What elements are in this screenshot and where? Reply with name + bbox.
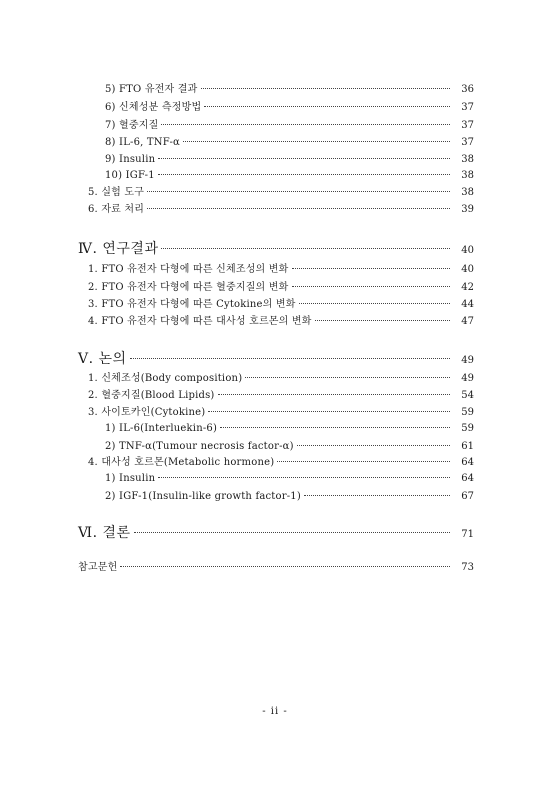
toc-entry-page: 38 <box>461 170 474 181</box>
toc-entry-igf1[interactable] <box>105 169 474 183</box>
toc-entry-discussion-metabolic-hormone[interactable] <box>88 456 474 470</box>
toc-entry-body-composition-method[interactable] <box>105 101 474 115</box>
dot-leader <box>161 248 450 249</box>
toc-entry-label: 4. FTO 유전자 다형에 따른 대사성 호르몬의 변화 <box>88 316 312 327</box>
toc-entry-results-body-composition[interactable] <box>88 263 474 277</box>
toc-chapter-results[interactable] <box>78 240 474 260</box>
dot-leader <box>220 427 450 428</box>
toc-entry-page: 54 <box>461 390 474 401</box>
toc-entry-page: 73 <box>461 562 474 573</box>
toc-entry-page: 42 <box>461 282 474 293</box>
toc-entry-data-processing[interactable] <box>88 203 474 217</box>
toc-entry-label: 6) 신체성분 측정방법 <box>105 102 202 113</box>
toc-entry-results-cytokine[interactable] <box>88 298 474 312</box>
toc-entry-discussion-insulin[interactable] <box>105 472 474 486</box>
dot-leader <box>120 566 450 567</box>
dot-leader <box>204 106 450 107</box>
toc-entry-page: 44 <box>461 299 474 310</box>
toc-entry-page: 40 <box>461 264 474 275</box>
dot-leader <box>147 191 450 192</box>
toc-entry-discussion-blood-lipids[interactable] <box>88 389 474 403</box>
toc-entry-label: 2. FTO 유전자 다형에 따른 혈중지질의 변화 <box>88 282 289 293</box>
toc-entry-label: Ⅴ. 논의 <box>78 351 127 367</box>
toc-entry-page: 67 <box>461 491 474 502</box>
dot-leader <box>183 141 450 142</box>
dot-leader <box>315 320 450 321</box>
toc-entry-page: 49 <box>461 355 474 366</box>
toc-entry-page: 36 <box>461 84 474 95</box>
dot-leader <box>292 268 450 269</box>
toc-entry-label: 8) IL-6, TNF-α <box>105 137 180 148</box>
dot-leader <box>304 495 450 496</box>
toc-entry-label: 5) FTO 유전자 결과 <box>105 84 198 95</box>
toc-entry-experiment-tools[interactable] <box>88 186 474 200</box>
toc-entry-page: 64 <box>461 457 474 468</box>
toc-entry-page: 49 <box>461 373 474 384</box>
dot-leader <box>292 286 450 287</box>
toc-entry-page: 39 <box>461 204 474 215</box>
toc-entry-label: 1. FTO 유전자 다형에 따른 신체조성의 변화 <box>88 264 289 275</box>
toc-entry-label: 7) 혈중지질 <box>105 120 159 131</box>
dot-leader <box>218 394 450 395</box>
toc-entry-label: 1. 신체조성(Body composition) <box>88 373 243 384</box>
toc-entry-label: 2) IGF-1(Insulin-like growth factor-1) <box>105 491 301 502</box>
toc-entry-results-metabolic-hormone[interactable] <box>88 315 474 329</box>
toc-entry-label: 3. FTO 유전자 다형에 따른 Cytokine의 변화 <box>88 299 296 310</box>
toc-entry-label: 2) TNF-α(Tumour necrosis factor-α) <box>105 441 294 452</box>
toc-entry-discussion-cytokine[interactable] <box>88 406 474 420</box>
toc-entry-il6-tnf[interactable] <box>105 136 474 150</box>
dot-leader <box>201 88 450 89</box>
toc-entry-page: 59 <box>461 423 474 434</box>
toc-entry-label: 2. 혈중지질(Blood Lipids) <box>88 390 215 401</box>
dot-leader <box>299 303 450 304</box>
dot-leader <box>161 124 450 125</box>
toc-entry-label: 5. 실험 도구 <box>88 187 145 198</box>
toc-entry-page: 38 <box>461 187 474 198</box>
toc-entry-discussion-igf1[interactable] <box>105 490 474 504</box>
toc-entry-page: 38 <box>461 154 474 165</box>
toc-entry-label: 3. 사이토카인(Cytokine) <box>88 407 206 418</box>
toc-entry-results-blood-lipids[interactable] <box>88 281 474 295</box>
toc-entry-label: Ⅳ. 연구결과 <box>78 241 159 257</box>
toc-entry-label: 1) Insulin <box>105 473 156 484</box>
toc-entry-discussion-il6[interactable] <box>105 422 474 436</box>
toc-entry-label: 9) Insulin <box>105 154 156 165</box>
toc-entry-references[interactable] <box>78 561 474 575</box>
toc-entry-page: 64 <box>461 473 474 484</box>
toc-entry-page: 37 <box>461 120 474 131</box>
dot-leader <box>147 208 450 209</box>
toc-entry-page: 61 <box>461 441 474 452</box>
toc-entry-label: 4. 대사성 호르몬(Metabolic hormone) <box>88 457 275 468</box>
toc-entry-fto-result[interactable] <box>105 83 474 97</box>
toc-entry-label: Ⅵ. 결론 <box>78 525 131 541</box>
toc-entry-discussion-tnf[interactable] <box>105 440 474 454</box>
dot-leader <box>208 411 450 412</box>
dot-leader <box>130 358 450 359</box>
dot-leader <box>277 461 450 462</box>
dot-leader <box>245 377 450 378</box>
toc-entry-page: 40 <box>461 245 474 256</box>
toc-entry-label: 참고문헌 <box>78 562 118 573</box>
toc-entry-page: 37 <box>461 102 474 113</box>
toc-entry-insulin[interactable] <box>105 153 474 167</box>
toc-entry-label: 10) IGF-1 <box>105 170 155 181</box>
toc-entry-label: 1) IL-6(Interluekin-6) <box>105 423 218 434</box>
toc-entry-discussion-body-composition[interactable] <box>88 372 474 386</box>
dot-leader <box>158 174 450 175</box>
toc-entry-blood-lipids[interactable] <box>105 119 474 133</box>
dot-leader <box>297 445 450 446</box>
dot-leader <box>134 532 450 533</box>
dot-leader <box>158 477 450 478</box>
toc-entry-page: 59 <box>461 407 474 418</box>
toc-chapter-discussion[interactable] <box>78 350 474 370</box>
page-number: - ii - <box>262 706 288 717</box>
toc-entry-page: 47 <box>461 316 474 327</box>
toc-entry-page: 71 <box>461 529 474 540</box>
dot-leader <box>158 158 450 159</box>
toc-entry-label: 6. 자료 처리 <box>88 204 145 215</box>
toc-chapter-conclusion[interactable] <box>78 524 474 544</box>
toc-entry-page: 37 <box>461 137 474 148</box>
